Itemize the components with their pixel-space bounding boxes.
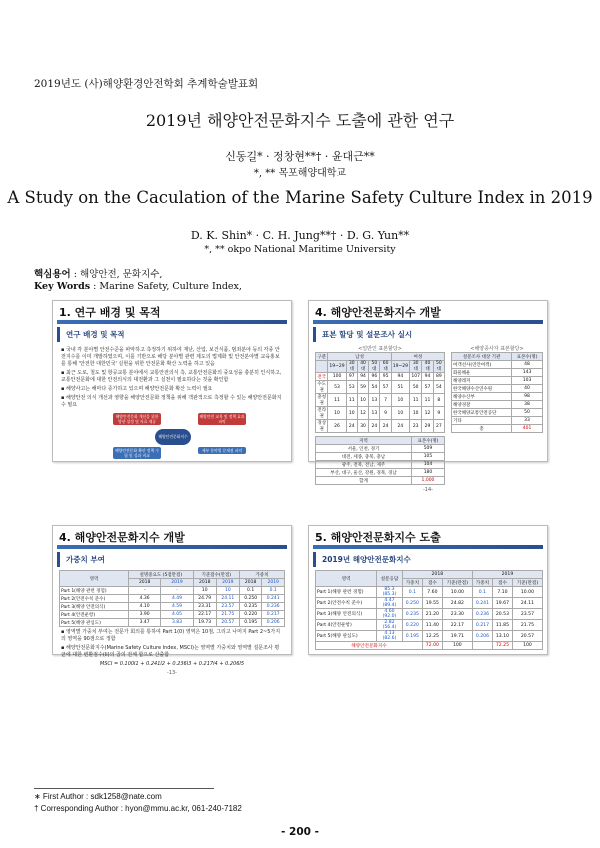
english-authors: D. K. Shin* · C. H. Jung**† · D. G. Yun** <box>190 229 410 242</box>
slide-research-background <box>52 300 292 462</box>
diagram-box: 세부 분야별 문제점 파악 <box>198 447 246 454</box>
title-bar <box>313 545 543 549</box>
table-row: Part 5(해양 관심도) 4.13 (82.6) 0.195 12.25 19.71 0.206 13.10 20.57 <box>316 631 543 642</box>
table-row: 기타 33 <box>452 417 543 425</box>
table-row: Part 1(해양 관련 경험) 85.3 (85.3) 0.1 7.60 10.00 0.1 7.10 10.00 <box>316 587 543 598</box>
table-row: 부산, 대구, 울산, 강원, 경북, 경남 180 <box>316 469 445 477</box>
english-title: A Study on the Caculation of the Marine Safety Culture Index in 2019 <box>7 188 593 207</box>
table-row: Part 3(해양 안전의식) 4.10 4.59 23.31 23.57 0.235 0.236 <box>60 603 285 611</box>
bullet: ▪ 해양안전문화지수(Marine Safety Culture Index, MSCI)는 영역별 가중치와 영역별 설문조사 평균에 대한 변환점수(Ii)의 곱의 전체 합으로 산출함 <box>61 645 280 658</box>
table-row: 총 401 <box>452 425 543 433</box>
bullet: ▪ 해양사고는 해마다 증가하고 있으며 해양안전문화 확산 노력이 필요 <box>61 386 213 392</box>
table-row: 충청권 11 11 10 13 7 10 11 11 8 <box>316 394 445 407</box>
table-row: 대전, 세종, 충북, 충남 105 <box>316 453 445 461</box>
bullet: ▪ 최근 도로, 철도 및 항공교통 분야에서 교통안전의식 측, 교통안전문화의 중요성을 충분히 인식하고, 교통안전문화에 대한 안전의식의 대전환과 그 실천이 필요하다는 것을 확인함 <box>61 370 282 383</box>
diagram-center: 해양안전문화지수 <box>155 429 191 445</box>
table-row: 서울, 인천, 경기 509 <box>316 445 445 453</box>
table-row: 한국해양교통안전공단 50 <box>452 409 543 417</box>
table-row: Part 5(해양 관심도) 3.47 3.83 19.73 20.57 0.195 0.206 <box>60 619 285 627</box>
slide-subtitle: 표본 할당 및 설문조사 실시 <box>313 327 543 342</box>
english-keywords: Key Words : Marine Safety, Culture Index, <box>34 281 242 292</box>
slide-subtitle: 2019년 해양안전문화지수 <box>313 552 543 567</box>
english-affiliation: *, ** okpo National Maritime University <box>204 244 396 255</box>
table-row: 광주, 전북, 전남, 제주 104 <box>316 461 445 469</box>
bullet: ▪ 해양안전 의식 개선과 영향을 해양안전문화 정책을 위해 객관적으로 측정할 수 있는 해양안전문화지수 필요 <box>61 395 282 408</box>
slide-title: 1. 연구 배경 및 목적 <box>59 306 161 319</box>
slide-page-number: -13- <box>167 670 177 676</box>
table-row: 해양레저 103 <box>452 377 543 385</box>
table-row: Part 2(안전수칙 준수) 4.47 (89.4) 0.250 19.55 24.82 0.241 19.67 24.11 <box>316 598 543 609</box>
index-result-table: 영역 설문응답 2018 2019 가중치 점수 기준(만점) 가중치 점수 기준(만점) Part 1(해양 관련 경험) 85.3 (85.3) 0.1 7.60 10.00 0.1 7.10 10.00 Part 2(안전수칙 준수) 4.47 (89.4) 0.250 19.55 24.82 0.241 19.67 24.11 Part 3(해양 안전의식) 4.60 (92.0) 0.235 21.20 23.30 0.236 20.53 23.57 Part 4(안전운항) 2.82 (56.4) 0.220 11.40 22.17 0.217 11.85 21.75 Part 5(해양 관심도) 4.13 (82.6) 0.195 12.25 19.71 0.206 13.10 20.57 해양안전문화지수 72.00 100 72.25 100 <box>315 570 543 650</box>
footnote-first-author: ∗ First Author : sdk1258@nate.com <box>34 792 162 801</box>
slide-subtitle: 가중치 부여 <box>57 552 287 567</box>
general-sample-table: 구분 남성 여성 19~29 30대 40대 50대 60대 19~29 30대 40대 50대 전국 100 97 94 96 95 94 107 94 89 수도권 53 53 59 54 57 51 50 57 54 충청권 11 11 10 13 7 10 11 11 8 전라권 10 10 12 13 9 10 10 12 9 경상권 26 24 30 24 24 24 23 29 27 <box>315 352 445 433</box>
table-row: 전라권 10 10 12 13 9 10 10 12 9 <box>316 407 445 420</box>
slide-weighting <box>52 525 292 676</box>
footnote-divider <box>34 788 214 789</box>
diagram-box: 해양안전 교육 및 정책 효과 파악 <box>199 414 245 424</box>
conference-header: 2019년도 (사)해양환경안전학회 추계학술발표회 <box>34 78 259 90</box>
table-row: 화물해운 143 <box>452 369 543 377</box>
slide-body <box>53 345 291 413</box>
table-row: 수도권 53 53 59 54 57 51 50 57 54 <box>316 381 445 394</box>
diagram-box: 해양안전문화 확산 정책 수립 및 성과 비교 <box>113 447 161 459</box>
table-row: Part 1(해양 관련 경험) - - 10 10 0.1 0.1 <box>60 587 285 595</box>
weight-table: 영역 설명중요도 (5점만점) 기준점수(만점) 가중치 2018 2019 2018 2019 2018 2019 Part 1(해양 관련 경험) - - 10 10 0.1 0.1 Part 2(안전수칙 준수) 4.36 4.49 24.79 24.11 0.250 0.241 Part 3(해양 안전의식) 4.10 4.59 23.31 23.57 0.235 0.236 Part 4(안전운항) 3.90 4.05 22.17 21.75 0.220 0.217 Part 5(해양 관심도) 3.47 3.83 19.73 20.57 0.195 0.206 <box>59 570 285 627</box>
table-row: Part 4(안전운항) 2.82 (56.4) 0.220 11.40 22.17 0.217 11.85 21.75 <box>316 620 543 631</box>
table-caption: <해양종사자 표본할당> <box>470 346 524 352</box>
purpose-diagram <box>73 413 271 461</box>
slide-index-result <box>308 525 548 655</box>
slide-subtitle: 연구 배경 및 목적 <box>57 327 287 342</box>
table-caption: <일반인 표본할당> <box>358 346 402 352</box>
slide-title: 4. 해양안전문화지수 개발 <box>315 306 441 319</box>
title-bar <box>57 320 287 324</box>
table-row: Part 3(해양 안전의식) 4.60 (92.0) 0.235 21.20 23.30 0.236 20.53 23.57 <box>316 609 543 620</box>
title-bar <box>57 545 287 549</box>
korean-keywords: 핵심용어 : 해양안전, 문화지수, <box>34 269 163 280</box>
title-bar <box>313 320 543 324</box>
table-row: Part 2(안전수칙 준수) 4.36 4.49 24.79 24.11 0.250 0.241 <box>60 595 285 603</box>
table-row: 한국해양수산연수원 40 <box>452 385 543 393</box>
table-row: 전국 100 97 94 96 95 94 107 94 89 <box>316 373 445 381</box>
korean-affiliation: *, ** 목포해양대학교 <box>253 168 347 179</box>
table-row: Part 4(안전운항) 3.90 4.05 22.17 21.75 0.220 0.217 <box>60 611 285 619</box>
worker-sample-table: 설문조사 대상 기관 표본수(명) 여객선사(연안여객) 48 화물해운 143 해양레저 103 한국해양수산연수원 40 해양수산부 98 해양경찰 38 한국해양교통안전공단 50 기타 33 총 401 <box>451 352 543 433</box>
slide-title: 5. 해양안전문화지수 도출 <box>315 531 441 544</box>
bullet: ▪ 국내 각 분야별 안전수준을 파악하고 측정하기 위하여 재난, 산업, 보건식품, 범죄분야 등의 각종 안전지수를 이미 개발하였으며, 이를 기반으로 해당 분야별 관련 제도의 법제화 및 안전분야별 교육홍보를 통해 '안전한 대한민국' 실현을 위한 안전문화 확산 노력을 하고 있음 <box>61 347 280 367</box>
slide-body <box>53 627 291 670</box>
korean-title: 2019년 해양안전문화지수 도출에 관한 연구 <box>145 111 455 130</box>
table-row: 해양수산부 98 <box>452 393 543 401</box>
footnote-corresponding-author: † Corresponding Author : hyon@mmu.ac.kr, 061-240-7182 <box>34 804 242 813</box>
msci-formula: MSCI = 0.100I1 + 0.241I2 + 0.236I3 + 0.217I4 + 0.206I5 <box>99 661 245 667</box>
table-row: 해양경찰 38 <box>452 401 543 409</box>
table-row: 합계 1,000 <box>316 477 445 485</box>
regional-sample-table: 지역 표본수(명) 서울, 인천, 경기 509 대전, 세종, 충북, 충남 105 광주, 전북, 전남, 제주 104 부산, 대구, 울산, 강원, 경북, 경남 180 합계 1,000 <box>315 436 445 485</box>
table-row: 여객선사(연안여객) 48 <box>452 361 543 369</box>
slide-page-number: -14- <box>423 487 433 493</box>
korean-authors: 신동길* · 정창현**† · 윤대근** <box>225 150 375 163</box>
diagram-box: 해양안전문화 개선을 위한 방향 설정 및 자료 제공 <box>113 413 161 425</box>
slide-title: 4. 해양안전문화지수 개발 <box>59 531 185 544</box>
table-total-row: 해양안전문화지수 72.00 100 72.25 100 <box>316 642 543 650</box>
bullet: ▪ 영역별 가중치 부여는 전문가 회의를 통하여 Part 1(0) 영역은 10점, 그리고 나머지 Part 2~5가지의 영역을 90점으로 정함 <box>61 629 281 642</box>
page-number: - 200 - <box>281 826 319 838</box>
slide-sample-allocation <box>308 300 548 493</box>
table-row: 경상권 26 24 30 24 24 24 23 29 27 <box>316 420 445 433</box>
